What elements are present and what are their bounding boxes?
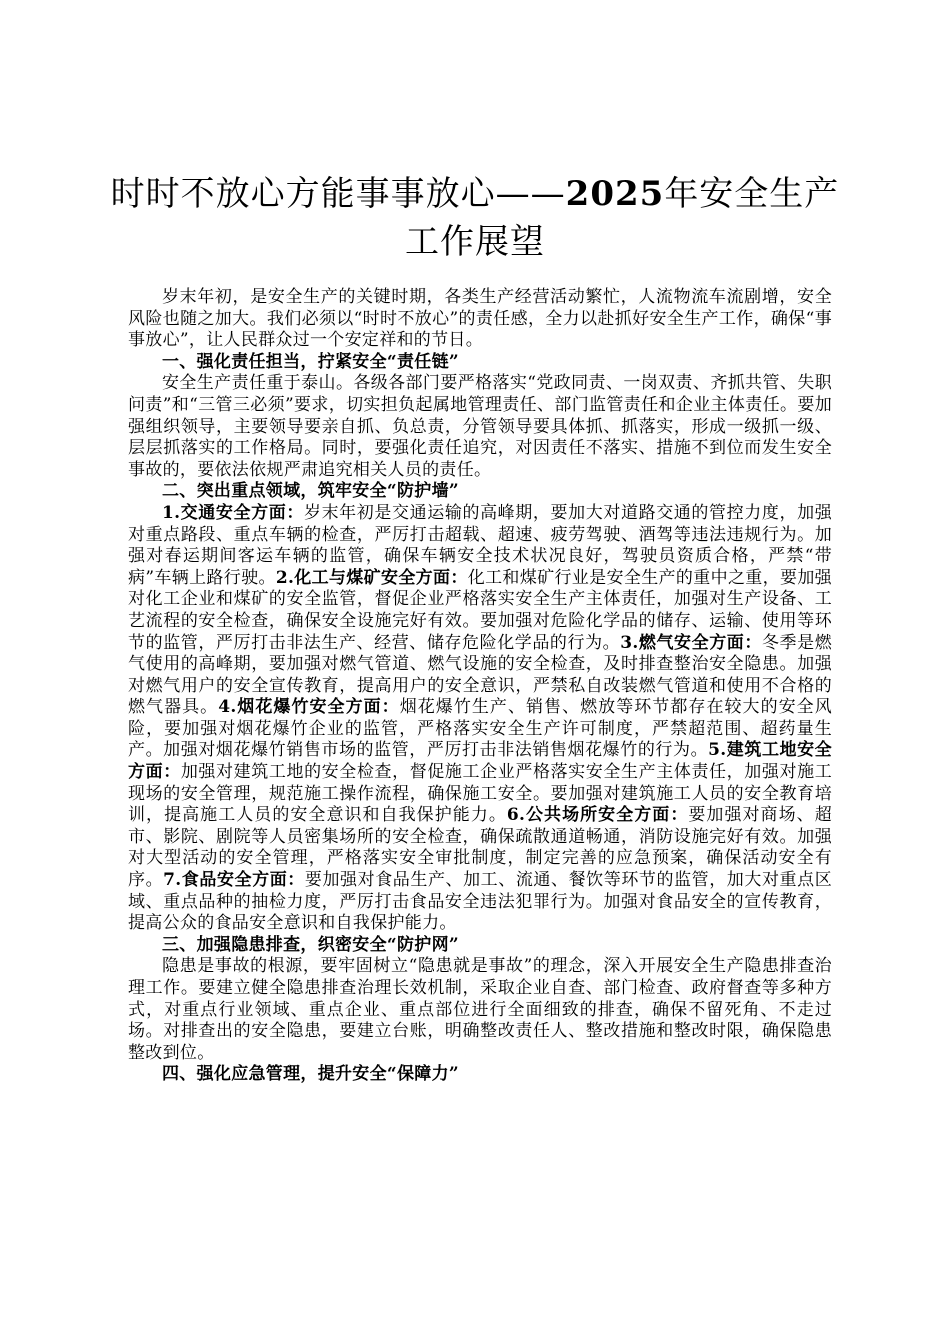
- item-6-text: 要加强对商场、超市、影院、剧院等人员密集场所的安全检查，确保疏散通道畅通，消防设施完好有效。加强对大型活动的安全管理，严格落实安全审批制度，制定完善的应急预案，确保活动安全有序。: [128, 805, 832, 891]
- section-3-heading: 三、加强隐患排查，织密安全“防护网”: [162, 934, 459, 955]
- section-3-paragraph: 隐患是事故的根源，要牢固树立“隐患就是事故”的理念，深入开展安全生产隐患排查治理工作。要建立健全隐患排查治理长效机制，采取企业自查、部门检查、政府督查等多种方式，对重点行业领域、重点企业、重点部位进行全面细致的排查，确保不留死角、不走过场。对排查出的安全隐患，要建立台账，明确整改责任人、整改措施和整改时限，确保隐患整改到位。: [128, 956, 832, 1063]
- section-1-heading: 一、强化责任担当，拧紧安全“责任链”: [162, 351, 459, 372]
- title-part2: 年安全生产工作展望: [405, 174, 840, 262]
- document-title: [100, 170, 850, 266]
- item-2-label: 2.化工与煤矿安全方面：: [275, 567, 468, 588]
- item-4-label: 4.烟花爆竹安全方面：: [218, 697, 400, 718]
- section-1-paragraph: 安全生产责任重于泰山。各级各部门要严格落实“党政同责、一岗双责、齐抓共管、失职问责”和“三管三必须”要求，切实担负起属地管理责任、部门监管责任和企业主体责任。要加强组织领导，主要领导要亲自抓、负总责，分管领导要具体抓、抓落实，形成一级抓一级、层层抓落实的工作格局。同时，要强化责任追究，对因责任不落实、措施不到位而发生安全事故的，要依法依规严肃追究相关人员的责任。: [128, 373, 832, 480]
- item-3-text: 冬季是燃气使用的高峰期，要加强对燃气管道、燃气设施的安全检查，及时排查整治安全隐患。加强对燃气用户的安全宣传教育，提高用户的安全意识，严禁私自改装燃气管道和使用不合格的燃气器具。: [128, 632, 833, 718]
- document-body: [128, 287, 832, 1086]
- title-year: 2025: [565, 174, 665, 214]
- section-4-heading: 四、强化应急管理，提升安全“保障力”: [162, 1064, 459, 1085]
- item-7-label: 7.食品安全方面：: [163, 870, 305, 891]
- section-2-paragraph: [128, 503, 832, 935]
- item-4-text: 烟花爆竹生产、销售、燃放等环节都存在较大的安全风险，要加强对烟花爆竹企业的监管，严格落实安全生产许可制度，严禁超范围、超药量生产。加强对烟花爆竹销售市场的监管，严厉打击非法销售烟花爆竹的行为。: [128, 697, 833, 761]
- item-5-label: 5.建筑工地安全方面：: [128, 740, 832, 783]
- intro-paragraph: 岁末年初，是安全生产的关键时期，各类生产经营活动繁忙，人流物流车流剧增，安全风险也随之加大。我们必须以“时时不放心”的责任感，全力以赴抓好安全生产工作，确保“事事放心”，让人民群众过一个安定祥和的节日。: [128, 287, 832, 351]
- title-part1: 时时不放心方能事事放心——: [110, 174, 566, 214]
- item-7-text: 要加强对食品生产、加工、流通、餐饮等环节的监管，加大对重点区域、重点品种的抽检力度，严厉打击食品安全违法犯罪行为。加强对食品安全的宣传教育，提高公众的食品安全意识和自我保护能力。: [128, 870, 833, 934]
- item-5-text: 加强对建筑工地的安全检查，督促施工企业严格落实安全生产主体责任，加强对施工现场的安全管理，规范施工操作流程，确保施工安全。要加强对建筑施工人员的安全教育培训，提高施工人员的安全意识和自我保护能力。: [128, 762, 832, 826]
- item-6-label: 6.公共场所安全方面：: [506, 805, 689, 826]
- item-2-text: 化工和煤矿行业是安全生产的重中之重，要加强对化工企业和煤矿的安全监管，督促企业严格落实安全生产主体责任，加强对生产设备、工艺流程的安全检查，确保安全设施完好有效。要加强对危险化学品的储存、运输、使用等环节的监管，严厉打击非法生产、经营、储存危险化学品的行为。: [128, 567, 832, 653]
- item-1-label: 1.交通安全方面：: [162, 502, 304, 523]
- item-1-text: 岁末年初是交通运输的高峰期，要加大对道路交通的管控力度，加强对重点路段、重点车辆的检查，严厉打击超载、超速、疲劳驾驶、酒驾等违法违规行为。加强对春运期间客运车辆的监管，确保车辆安全技术状况良好，驾驶员资质合格，严禁“带病”车辆上路行驶。: [128, 502, 833, 588]
- item-3-label: 3.燃气安全方面：: [620, 632, 762, 653]
- section-2-heading: 二、突出重点领域，筑牢安全“防护墙”: [162, 481, 459, 502]
